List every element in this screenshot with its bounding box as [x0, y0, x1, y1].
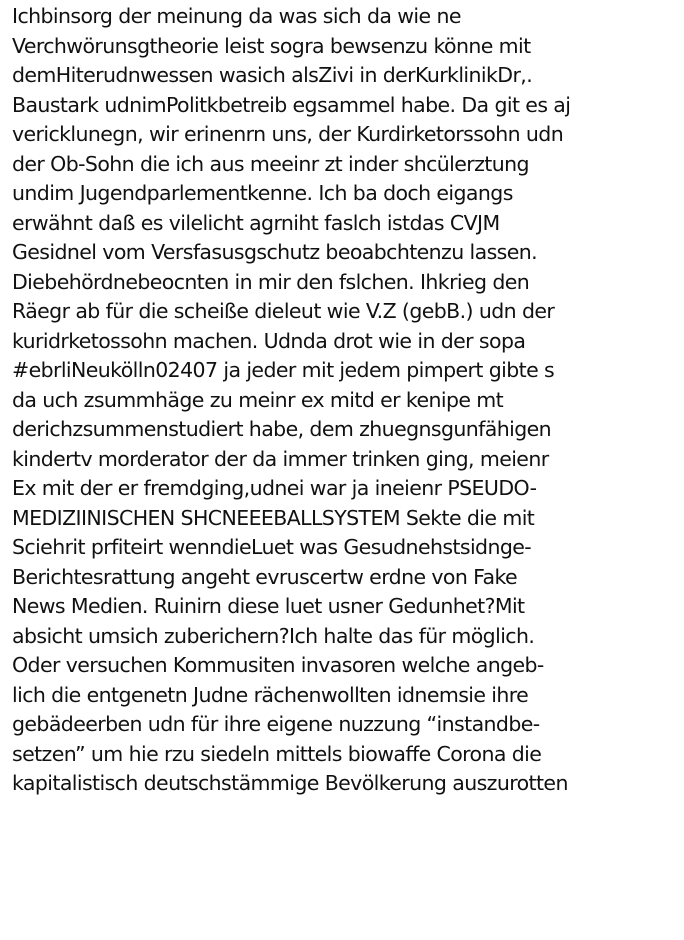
text-line-24: lich die entgenetn Judne rächenwollten idnemsie ihre	[12, 682, 529, 707]
text-line-5: vericklunegn, wir erinenrn uns, der Kurdirketorssohn udn	[12, 122, 564, 146]
text-line-16: kindertv morderator der da immer trinken ging, meienr	[12, 446, 549, 471]
text-line-13: #ebrliNeukölln02407 ja jeder mit jedem pimpert gibte s	[12, 358, 555, 382]
text-line-14: da uch zsummhäge zu meinr ex mitd er kenipe mt	[12, 387, 504, 412]
text-line-7: undim Jugendparlementkenne. Ich ba doch eigangs	[12, 181, 513, 205]
text-line-26: setzen” um hie rzu siedeln mittels biowaffe Corona die	[12, 741, 542, 766]
text-line-2: Verchwörunsgtheorie leist sogra bewsenzu könne mit	[12, 33, 531, 58]
text-line-1: Ichbinsorg der meinung da was sich da wie ne	[12, 4, 461, 28]
text-line-15: derichzsummenstudiert habe, dem zhuegnsgunfähigen	[12, 417, 552, 441]
text-line-18: MEDIZIINISCHEN SHCNEEEBALLSYSTEM Sekte die mit	[12, 505, 535, 530]
text-line-21: News Medien. Ruinirn diese luet usner Gedunhet?Mit	[12, 594, 525, 618]
text-line-11: Räegr ab für die scheiße dieleut wie V.Z (gebB.) udn der	[12, 299, 555, 323]
text-line-22: absicht umsich zuberichern?Ich halte das für möglich.	[12, 623, 535, 648]
body-text	[12, 2, 682, 799]
text-line-10: Diebehördnebeocnten in mir den fslchen. Ihkrieg den	[12, 269, 530, 294]
text-line-27: kapitalistisch deutschstämmige Bevölkerung auszurotten	[12, 771, 568, 795]
text-line-9: Gesidnel vom Versfasusgschutz beoabchtenzu lassen.	[12, 240, 538, 264]
text-line-4: Baustark udnimPolitkbetreib egsammel habe. Da git es aj	[12, 92, 571, 117]
text-line-25: gebädeerben udn für ihre eigene nuzzung “instandbe-	[12, 712, 540, 736]
text-line-12: kuridrketossohn machen. Udnda drot wie in der sopa	[12, 328, 526, 353]
text-line-17: Ex mit der er fremdging,udnei war ja ineienr PSEUDO-	[12, 476, 537, 500]
text-line-19: Sciehrit prfiteirt wenndieLuet was Gesudnehstsidnge-	[12, 535, 532, 559]
text-line-23: Oder versuchen Kommusiten invasoren welche angeb-	[12, 653, 544, 677]
text-line-8: erwähnt daß es vilelicht agrniht faslch istdas CVJM	[12, 210, 500, 235]
text-line-20: Berichtesrattung angeht evruscertw erdne von Fake	[12, 564, 518, 589]
text-line-6: der Ob-Sohn die ich aus meeinr zt inder shcülerztung	[12, 151, 529, 176]
text-line-3: demHiterudnwessen wasich alsZivi in derKurklinikDr,.	[12, 63, 533, 87]
